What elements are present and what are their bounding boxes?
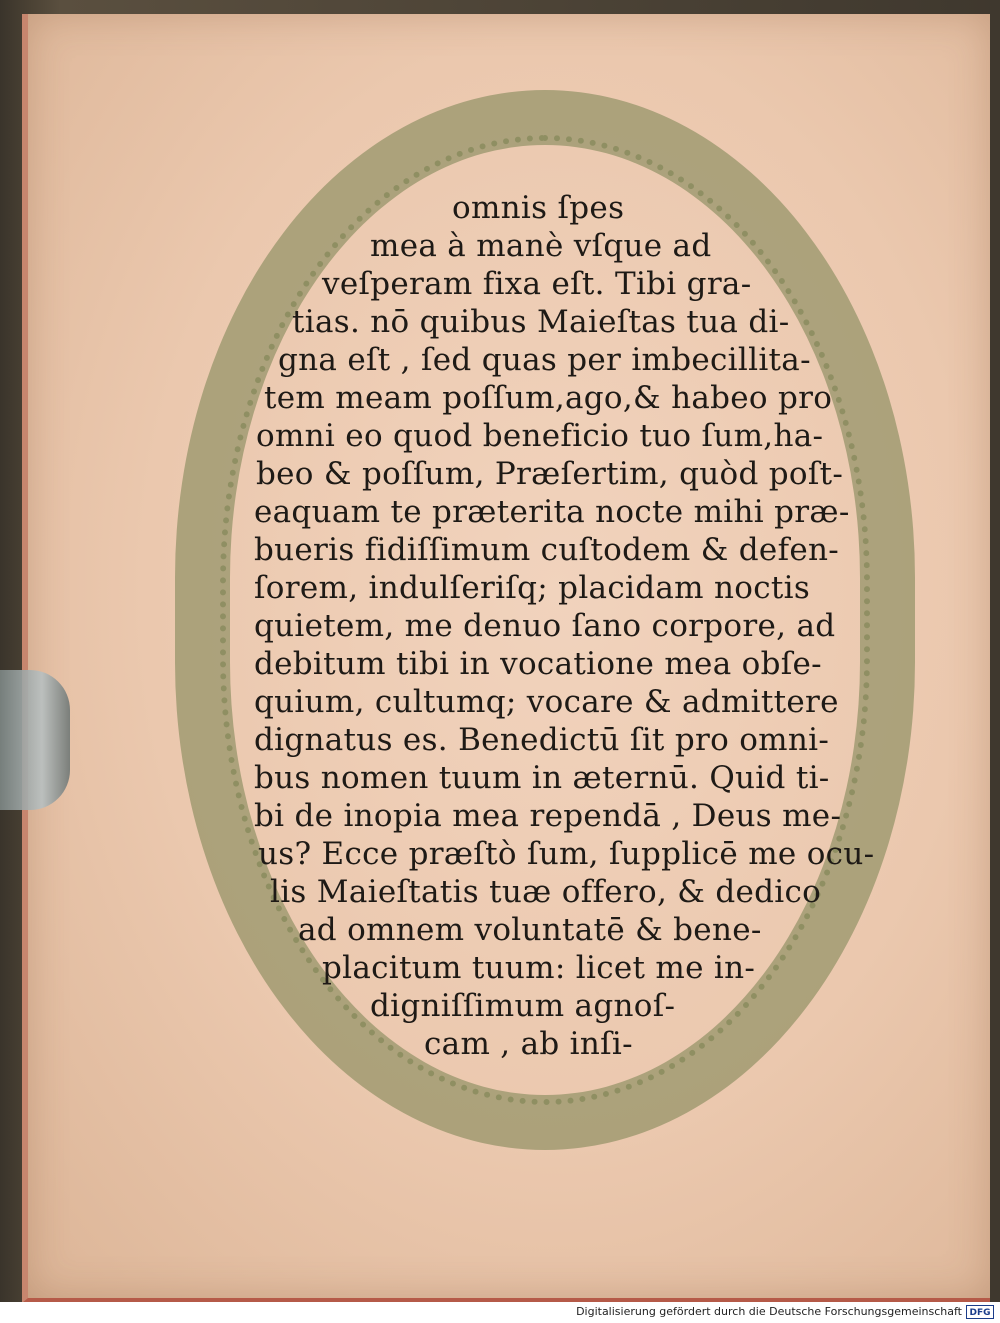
text-line: gna eſt , ſed quas per imbecillita- [278,342,811,378]
text-line: tem meam poſſum,ago,& habeo pro [264,380,833,416]
text-line: lis Maieſtatis tuæ offero, & dedico [270,874,822,910]
text-line: bueris fidiſſimum cuſtodem & defen- [254,532,840,568]
text-line: debitum tibi in vocatione mea obſe- [254,646,822,682]
text-line: omnis ſpes [452,190,625,226]
text-line: cam , ab inſi- [424,1026,633,1062]
text-line: omni eo quod beneficio tuo ſum,ha- [256,418,824,454]
text-line: veſperam fixa eſt. Tibi gra- [322,266,752,302]
digitization-footer [0,1302,1000,1323]
text-line: beo & poſſum, Præſertim, quòd poſt- [256,456,844,492]
text-line: ad omnem voluntatē & bene- [298,912,762,948]
text-line: us? Ecce præſtò ſum, ſupplicē me ocu- [258,836,875,872]
text-line: bus nomen tuum in æternū. Quid ti- [254,760,830,796]
text-line: bi de inopia mea rependā , Deus me- [254,798,842,834]
text-line: quietem, me denuo ſano corpore, ad [254,608,836,644]
text-line: digniſſimum agnoſ- [370,988,676,1024]
text-line: eaquam te præterita nocte mihi præ- [254,494,850,530]
text-line: tias. nō quibus Maieſtas tua di- [292,304,790,340]
dfg-logo: DFG [966,1305,994,1319]
text-line: ſorem, indulſeriſq; placidam noctis [254,570,811,606]
text-line: mea à manè vſque ad [370,228,712,264]
text-line: dignatus es. Benedictū ſit pro omni- [254,722,830,758]
page-clip [0,670,70,810]
text-line: quium, cultumq; vocare & admittere [254,684,839,720]
footer-credit: Digitalisierung gefördert durch die Deutsche Forschungsgemeinschaft [576,1305,962,1318]
text-line: placitum tuum: licet me in- [322,950,756,986]
page-text-block [230,190,875,1070]
